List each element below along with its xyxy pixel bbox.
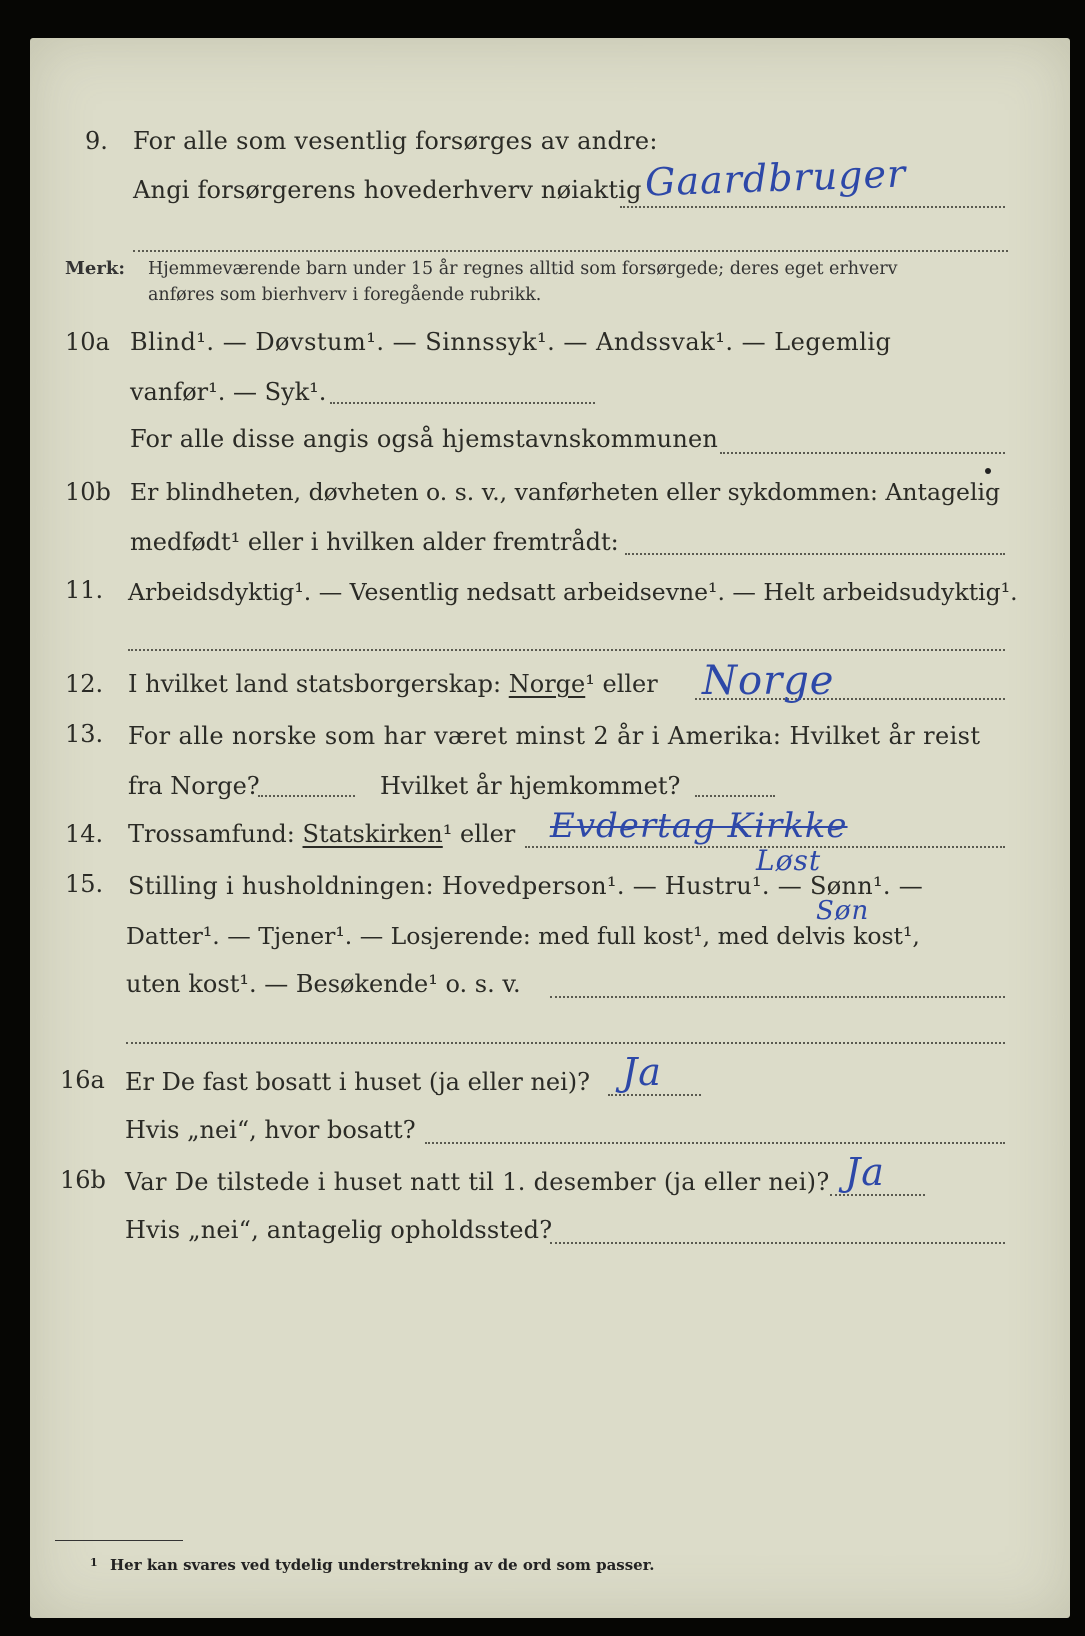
q13-reist-line xyxy=(258,795,355,797)
q10b-line1: Er blindheten, døvheten o. s. v., vanførheten eller sykdommen: Antagelig xyxy=(130,478,1001,506)
q15-handwritten-answer-top: Løst xyxy=(756,844,822,877)
footnote-text: Her kan svares ved tydelig understrekning av de ord som passer. xyxy=(110,1556,655,1574)
q16a-line2: Hvis „nei“, hvor bosatt? xyxy=(125,1116,416,1144)
q15-line1: Stilling i husholdningen: Hovedperson¹. — Hustru¹. — Sønn¹. — xyxy=(128,872,924,900)
q16b-answer-line xyxy=(830,1194,925,1196)
q10a-answer-line xyxy=(720,452,1005,454)
q12-norge-underlined: Norge xyxy=(508,670,586,698)
q12-number: 12. xyxy=(65,670,104,698)
census-form-page xyxy=(30,38,1070,1618)
q15-answer-line xyxy=(550,996,1005,998)
q10b-number: 10b xyxy=(65,478,111,506)
q10a-line3: For alle disse angis også hjemstavnskommunen xyxy=(130,425,719,453)
q11-line1: Arbeidsdyktig¹. — Vesentlig nedsatt arbeidsevne¹. — Helt arbeidsudyktig¹. xyxy=(128,578,1018,606)
q10a-syk-line xyxy=(330,402,595,404)
merk-line1: Hjemmeværende barn under 15 år regnes alltid som forsørgede; deres eget erhverv xyxy=(148,259,898,279)
q12-handwritten-answer: Norge xyxy=(702,658,835,704)
q11-number: 11. xyxy=(65,576,104,604)
q15-number: 15. xyxy=(65,870,104,898)
q13-number: 13. xyxy=(65,720,104,748)
q12-suffix: ¹ eller xyxy=(585,670,658,698)
q9-line2: Angi forsørgerens hovederhverv nøiaktig xyxy=(133,176,642,204)
q9-answer-line xyxy=(620,206,1005,208)
q10a-line2: vanfør¹. — Syk¹. xyxy=(130,378,327,406)
q13-line2a: fra Norge? xyxy=(128,772,260,800)
q13-line1: For alle norske som har været minst 2 år i Amerika: Hvilket år reist xyxy=(128,722,981,750)
q9-handwritten-answer: Gaardbruger xyxy=(644,151,907,205)
q14-handwritten-answer: Evdertag Kirkke xyxy=(550,806,848,846)
q13-line2b: Hvilket år hjemkommet? xyxy=(380,772,681,800)
q10b-answer-line xyxy=(625,553,1005,555)
q16b-number: 16b xyxy=(60,1166,106,1194)
q13-hjem-line xyxy=(695,795,775,797)
ink-spot xyxy=(985,468,991,474)
footnote-mark: 1 xyxy=(90,1556,98,1569)
q14-number: 14. xyxy=(65,820,104,848)
footnote-divider xyxy=(55,1540,183,1541)
merk-line2: anføres som bierhverv i foregående rubrikk. xyxy=(148,285,542,305)
q15-extra-line xyxy=(126,1042,1005,1044)
q9-number: 9. xyxy=(85,127,108,155)
q9-line1: For alle som vesentlig forsørges av andre: xyxy=(133,127,658,155)
q14-line xyxy=(128,820,515,848)
q14-statskirken-underlined: Statskirken xyxy=(302,820,443,848)
merk-label: Merk: xyxy=(65,258,125,279)
q15-line3: uten kost¹. — Besøkende¹ o. s. v. xyxy=(126,970,521,998)
q14-prefix: Trossamfund: xyxy=(128,820,295,848)
q10b-line2: medfødt¹ eller i hvilken alder fremtrådt: xyxy=(130,528,619,556)
q12-line xyxy=(128,670,658,698)
q14-suffix: ¹ eller xyxy=(442,820,516,848)
q9-extra-line xyxy=(133,250,1008,252)
q16b-line2: Hvis „nei“, antagelig opholdssted? xyxy=(125,1216,553,1244)
q16b-handwritten-answer: Ja xyxy=(845,1150,885,1194)
q16b-line1: Var De tilstede i huset natt til 1. desember (ja eller nei)? xyxy=(125,1168,830,1196)
q11-answer-line xyxy=(128,649,1005,651)
q12-prefix: I hvilket land statsborgerskap: xyxy=(128,670,502,698)
q10a-number: 10a xyxy=(65,328,110,356)
q10a-line1: Blind¹. — Døvstum¹. — Sinnssyk¹. — Andssvak¹. — Legemlig xyxy=(130,328,892,356)
q16a-handwritten-answer: Ja xyxy=(622,1050,662,1094)
q16a-answer-line xyxy=(608,1094,701,1096)
q16b-opholdssted-line xyxy=(550,1242,1005,1244)
q15-line2: Datter¹. — Tjener¹. — Losjerende: med full kost¹, med delvis kost¹, xyxy=(126,922,920,950)
q16a-number: 16a xyxy=(60,1066,105,1094)
q16a-bosatt-line xyxy=(425,1142,1005,1144)
q16a-line1: Er De fast bosatt i huset (ja eller nei)? xyxy=(125,1068,591,1096)
q15-handwritten-answer-bottom: Søn xyxy=(816,896,870,926)
